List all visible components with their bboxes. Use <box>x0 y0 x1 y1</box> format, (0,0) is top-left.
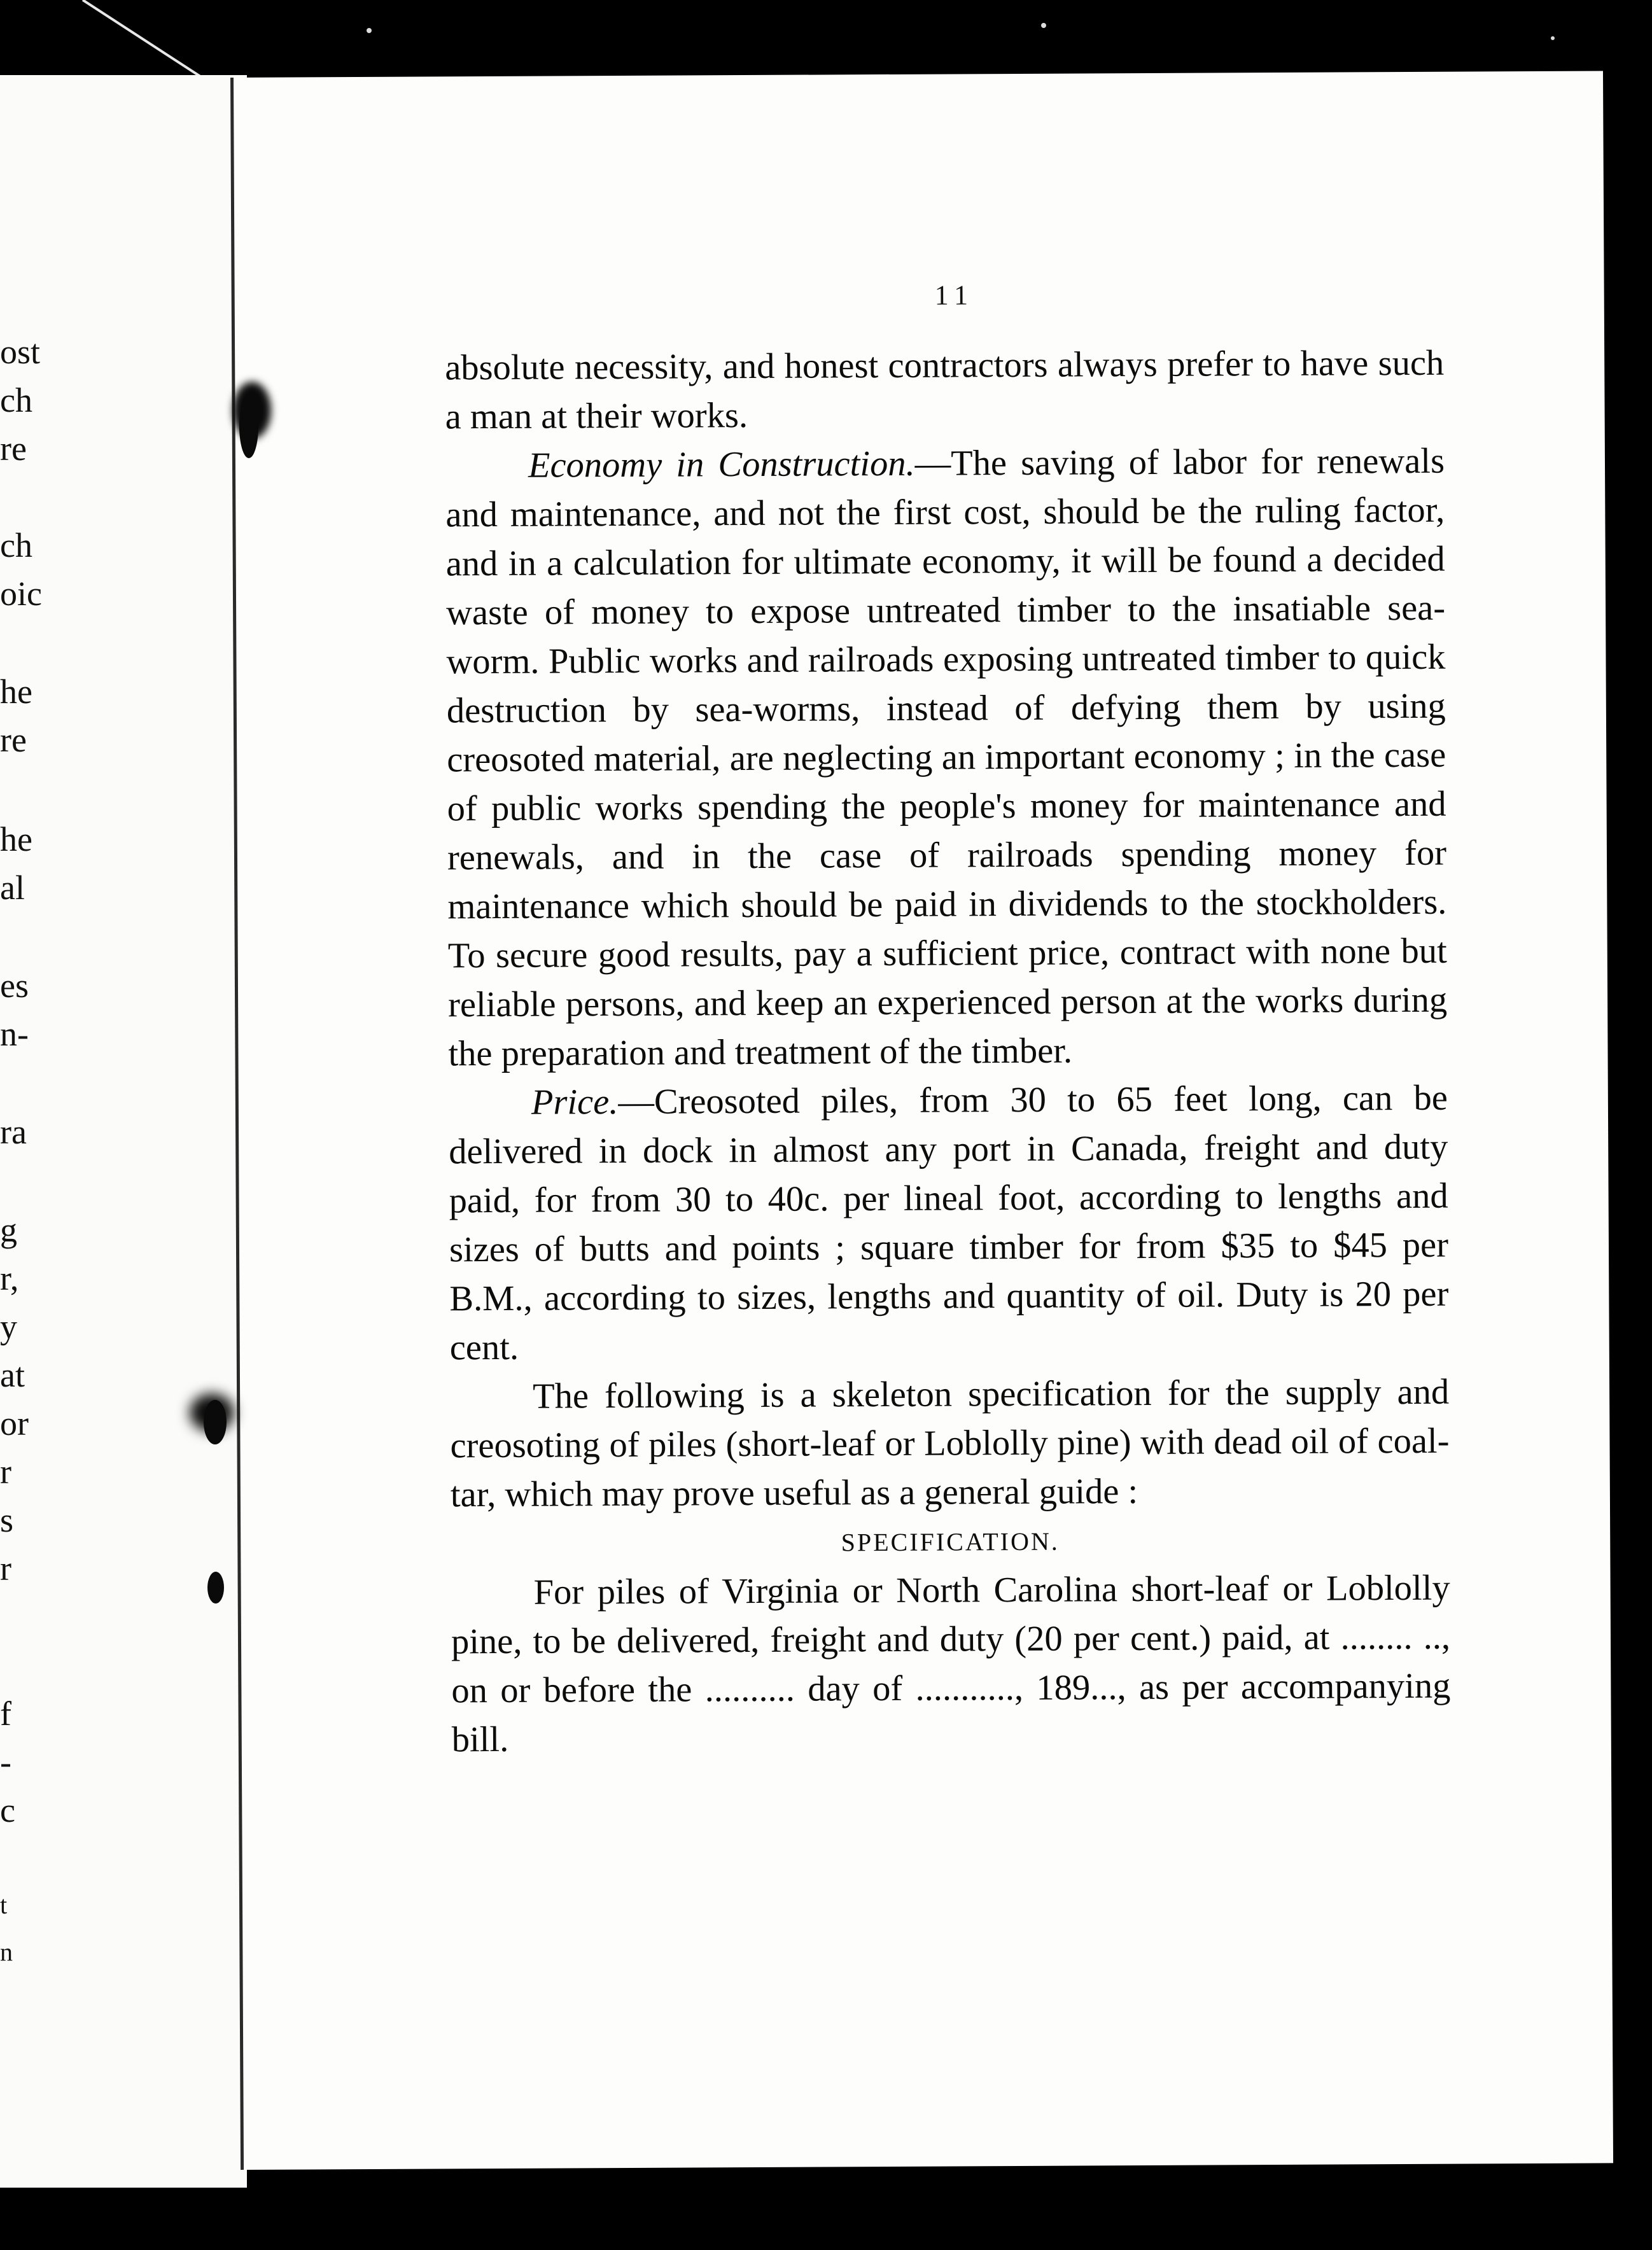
paragraph <box>450 1368 1450 1520</box>
paragraph-text: —The saving of labor for renewals and maintenance, and not the first cost, should be the ruling factor, and in a calculation for ultimate economy, it will be found a decided waste of money to expose untreated timber to the insatiable sea-worm. Public works and railroads exposing untreated timber to quick destruction by sea-worms, instead of defying them by using creosoted material, are neglecting an important economy ; in the case of public works spending the people's money for maintenance and renewals, and in the case of railroads spending money for maintenance which should be paid in dividends to the stockholders. To secure good results, pay a sufficient price, contract with none but reliable persons, and keep an experienced person at the works during the preparation and treatment of the timber. <box>445 441 1448 1074</box>
specification-paragraph <box>451 1564 1450 1765</box>
paragraph <box>445 339 1445 442</box>
left-fragment: - <box>0 1743 11 1781</box>
specification-heading: SPECIFICATION. <box>841 1527 1060 1557</box>
left-fragment: f <box>0 1694 11 1733</box>
binding-blot <box>204 1400 227 1444</box>
left-fragment: ost <box>0 333 41 371</box>
left-fragment: r, <box>0 1259 19 1297</box>
paragraph <box>449 1074 1449 1373</box>
left-fragment: re <box>0 430 27 468</box>
left-fragment: r <box>0 1453 11 1491</box>
right-page <box>230 71 1613 2170</box>
left-fragment: r <box>0 1549 11 1588</box>
paragraph-text: The following is a skeleton specification for the supply and creosoting of piles (short-leaf or Loblolly pine) with dead oil of coal-tar, which may prove useful as a general guide : <box>450 1372 1450 1515</box>
body-text <box>445 339 1451 1765</box>
paragraph-text: For piles of Virginia or North Carolina short-leaf or Loblolly pine, to be delivered, freight and duty (20 per cent.) paid, at ........ .., on or before the .......... day of ..........., 189..., as per accompanying bill. <box>451 1568 1451 1760</box>
left-fragment: ch <box>0 381 32 419</box>
paragraph-text: —Creosoted piles, from 30 to 65 feet long, can be delivered in dock in almost any port in Canada, freight and duty paid, for from 30 to 40c. per lineal foot, according to lengths and sizes of butts and points ; square timber for from $35 to $45 per B.M., according to sizes, lengths and quantity of oil. Duty is 20 per cent. <box>449 1078 1449 1368</box>
left-fragment: n <box>0 1938 13 1966</box>
left-fragment: t <box>0 1890 8 1919</box>
left-fragment: ra <box>0 1113 27 1151</box>
left-fragment: y <box>0 1308 17 1346</box>
paragraph <box>445 437 1448 1079</box>
paragraph-text: absolute necessity, and honest contractors always prefer to have such a man at their works. <box>445 343 1445 437</box>
paragraph-lead: Economy in Construction. <box>528 444 915 486</box>
page-number: 11 <box>934 279 975 311</box>
left-fragment: oic <box>0 575 42 613</box>
left-fragment: al <box>0 869 25 907</box>
left-fragment: n- <box>0 1015 29 1053</box>
paragraph-lead: Price. <box>531 1082 619 1122</box>
left-fragment: g <box>0 1211 17 1249</box>
binding-blot <box>207 1572 224 1604</box>
left-fragment: s <box>0 1501 14 1539</box>
left-fragment: at <box>0 1356 25 1394</box>
left-fragment: ch <box>0 526 32 564</box>
left-fragment: or <box>0 1404 29 1443</box>
left-fragment: es <box>0 967 29 1005</box>
left-fragment: he <box>0 673 32 711</box>
left-fragment: c <box>0 1791 15 1829</box>
left-facing-page <box>0 75 247 2188</box>
left-fragment: he <box>0 820 32 858</box>
binding-blot <box>239 395 258 458</box>
left-fragment: re <box>0 721 27 759</box>
